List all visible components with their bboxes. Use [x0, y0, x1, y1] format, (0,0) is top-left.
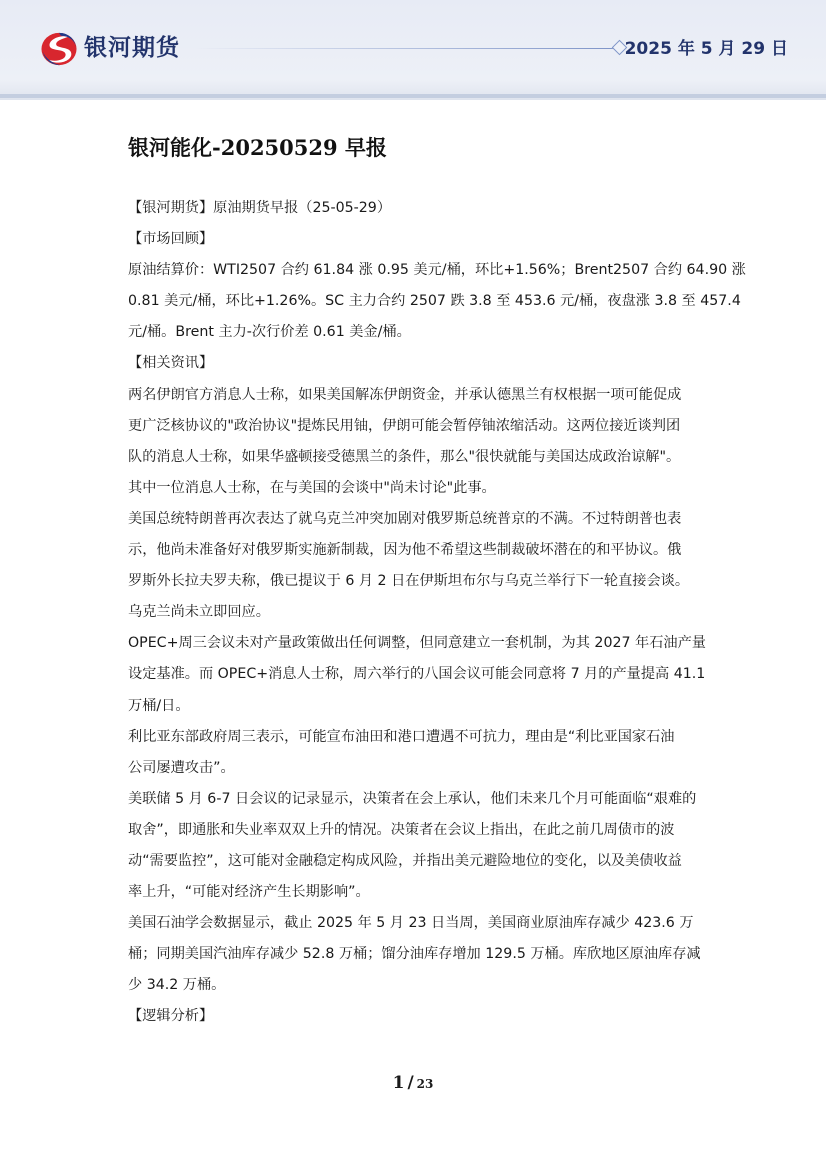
header-bottom-border [0, 94, 826, 98]
text-line: 率上升，“可能对经济产生长期影响”。 [128, 884, 370, 901]
document-body [128, 193, 746, 1033]
text-line: 利比亚东部政府周三表示，可能宣布油田和港口遭遇不可抗力，理由是“利比亚国家石油 [128, 728, 675, 745]
page-number-total: 23 [416, 1077, 434, 1091]
text-line: 其中一位消息人士称，在与美国的会谈中"尚未讨论"此事。 [128, 479, 496, 496]
text-line: 桶；同期美国汽油库存减少 52.8 万桶；馏分油库存增加 129.5 万桶。库欣地区原油库存减 [128, 946, 701, 963]
text-line: 美国石油学会数据显示，截止 2025 年 5 月 23 日当周，美国商业原油库存减少 423.6 万 [128, 915, 694, 932]
page-number-separator: / [407, 1073, 414, 1093]
report-date: 2025 年 5 月 29 日 [624, 39, 788, 59]
text-line: OPEC+周三会议未对产量政策做出任何调整，但同意建立一套机制，为其 2027 年石油产量 [128, 635, 706, 652]
text-line: 罗斯外长拉夫罗夫称，俄已提议于 6 月 2 日在伊斯坦布尔与乌克兰举行下一轮直接会谈。 [128, 573, 690, 590]
text-line: 原油结算价：WTI2507 合约 61.84 涨 0.95 美元/桶，环比+1.56%；Brent2507 合约 64.90 涨 [128, 262, 746, 279]
text-line: 乌克兰尚未立即回应。 [128, 604, 270, 621]
text-line: 动“需要监控”，这可能对金融稳定构成风险，并指出美元避险地位的变化，以及美债收益 [128, 852, 682, 869]
text-line: 队的消息人士称，如果华盛顿接受德黑兰的条件，那么"很快就能与美国达成政治谅解"。 [128, 448, 681, 465]
text-line: 更广泛核协议的"政治协议"提炼民用铀，伊朗可能会暂停铀浓缩活动。这两位接近谈判团 [128, 417, 681, 434]
text-line: 两名伊朗官方消息人士称，如果美国解冻伊朗资金，并承认德黑兰有权根据一项可能促成 [128, 386, 682, 403]
brand-name: 银河期货 [84, 35, 180, 61]
page-number-current: 1 [392, 1073, 405, 1093]
document-title: 银河能化-20250529 早报 [128, 135, 387, 160]
text-line: 万桶/日。 [128, 697, 190, 714]
text-line: 元/桶。Brent 主力-次行价差 0.61 美金/桶。 [128, 324, 411, 341]
text-line: 设定基准。而 OPEC+消息人士称，周六举行的八国会议可能会同意将 7 月的产量提高 41.1 [128, 666, 706, 683]
text-line: 【逻辑分析】 [128, 1008, 214, 1025]
text-line: 【相关资讯】 [128, 355, 214, 372]
text-line: 取舍”，即通胀和失业率双双上升的情况。决策者在会议上指出，在此之前几周债市的波 [128, 821, 675, 838]
page-header [0, 0, 826, 100]
text-line: 少 34.2 万桶。 [128, 977, 226, 994]
galaxy-futures-logo-icon [40, 31, 78, 67]
text-line: 【市场回顾】 [128, 231, 214, 248]
text-line: 【银河期货】原油期货早报（25-05-29） [128, 200, 392, 216]
text-line: 公司屡遭攻击”。 [128, 759, 235, 776]
text-line: 0.81 美元/桶，环比+1.26%。SC 主力合约 2507 跌 3.8 至 453.6 元/桶，夜盘涨 3.8 至 457.4 [128, 293, 741, 310]
text-line: 美国总统特朗普再次表达了就乌克兰冲突加剧对俄罗斯总统普京的不满。不过特朗普也表 [128, 510, 682, 527]
header-divider [194, 48, 614, 49]
page-footer [0, 1073, 826, 1093]
text-line: 示，他尚未准备好对俄罗斯实施新制裁，因为他不希望这些制裁破坏潜在的和平协议。俄 [128, 542, 682, 559]
text-line: 美联储 5 月 6-7 日会议的记录显示，决策者在会上承认，他们未来几个月可能面临“艰难的 [128, 790, 697, 807]
